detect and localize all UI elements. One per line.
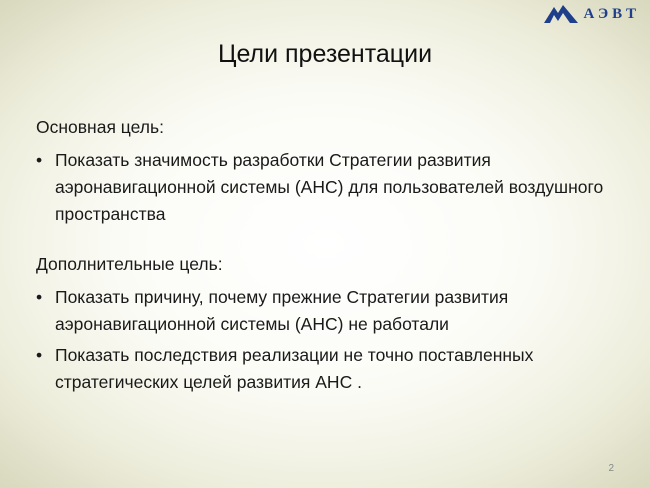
additional-goals-heading: Дополнительные цель: — [36, 254, 223, 274]
list-item-text: Показать значимость разработки Стратегии развития аэронавигационной системы (АНС) для пользователей воздушного пространства — [55, 150, 604, 224]
list-item — [36, 147, 616, 228]
bullet-icon: • — [36, 345, 43, 365]
mountain-logo-icon — [544, 4, 578, 24]
list-item — [36, 342, 616, 396]
list-item-text: Показать последствия реализации не точно поставленных стратегических целей развития АНС . — [55, 345, 534, 392]
main-goal-list — [36, 147, 616, 228]
logo — [544, 4, 640, 24]
additional-goals-list — [36, 284, 616, 396]
list-item-text: Показать причину, почему прежние Стратегии развития аэронавигационной системы (АНС) не работали — [55, 287, 509, 334]
main-goal-heading: Основная цель: — [36, 117, 164, 137]
slide-content — [36, 117, 616, 400]
slide-title: Цели презентации — [217, 40, 433, 68]
list-item — [36, 284, 616, 338]
page-number: 2 — [608, 463, 614, 474]
bullet-icon: • — [36, 150, 43, 170]
bullet-icon: • — [36, 287, 43, 307]
logo-text: АЭВТ — [583, 5, 640, 22]
